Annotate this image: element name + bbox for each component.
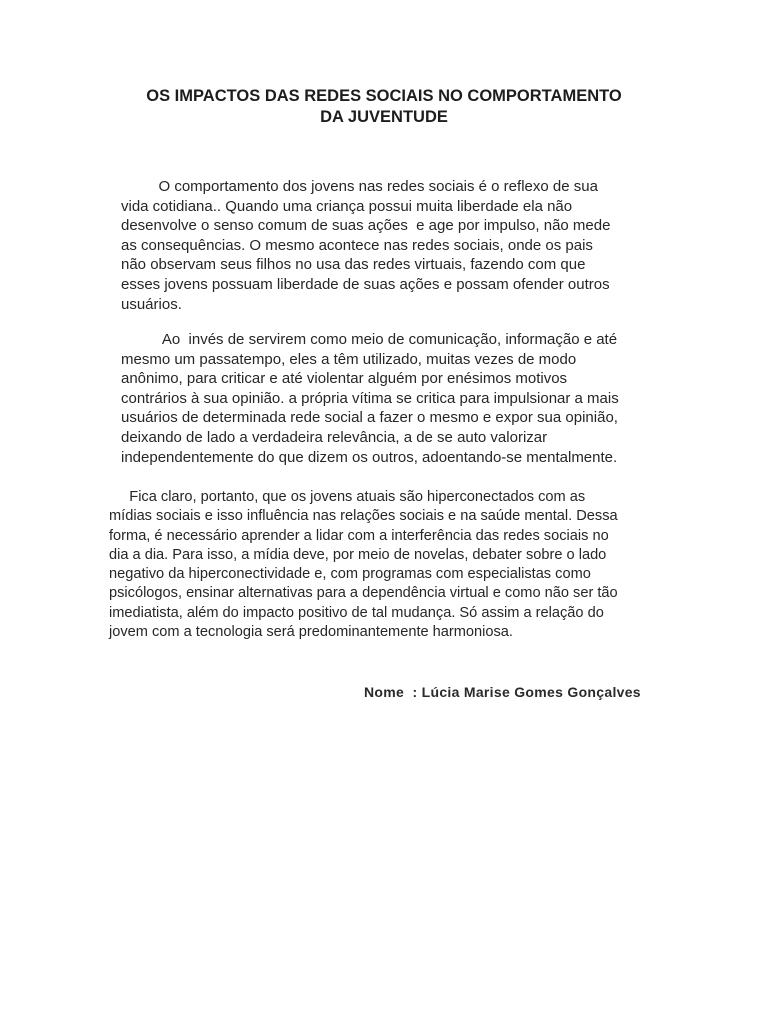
paragraph-3 [109,488,618,642]
author-signature: Nome : Lúcia Marise Gomes Gonçalves [364,684,641,700]
paragraph-2 [121,330,619,467]
paragraph-line: vida cotidiana.. Quando uma criança possui muita liberdade ela não [121,197,573,215]
paragraph-line: dia a dia. Para isso, a mídia deve, por meio de novelas, debater sobre o lado [109,546,607,563]
paragraph-line: mídias sociais e isso influência nas relações sociais e na saúde mental. Dessa [109,508,618,525]
paragraph-line: deixando de lado a verdadeira relevância, a de se auto valorizar [121,428,548,446]
paragraph-line: desenvolve o senso comum de suas ações e age por impulso, não mede [121,217,611,235]
paragraph-line: usuários de determinada rede social a fazer o mesmo e expor sua opinião, [121,409,618,427]
document-title [100,86,668,128]
paragraph-line: negativo da hiperconectividade e, com programas com especialistas como [109,566,591,583]
paragraph-line: as consequências. O mesmo acontece nas redes sociais, onde os pais [121,236,593,254]
paragraph-line: contrários à sua opinião. a própria vítima se critica para impulsionar a mais [121,389,619,407]
paragraph-line: jovem com a tecnologia será predominantemente harmoniosa. [109,624,513,641]
paragraph-line: O comportamento dos jovens nas redes sociais é o reflexo de sua [121,178,598,195]
paragraph-line: psicólogos, ensinar alternativas para a dependência virtual e como não ser tão [109,585,618,602]
paragraph-line: independentemente do que dizem os outros, adoentando-se mentalmente. [121,448,618,466]
paragraph-line: usuários. [121,295,182,313]
paragraph-line: mesmo um passatempo, eles a têm utilizado, muitas vezes de modo [121,350,577,368]
paragraph-line: anônimo, para criticar e até violentar alguém por enésimos motivos [121,370,568,388]
title-line-2: DA JUVENTUDE [320,108,448,126]
paragraph-line: esses jovens possuam liberdade de suas ações e possam ofender outros [121,275,610,293]
paragraph-line: forma, é necessário aprender a lidar com a interferência das redes sociais no [109,527,609,544]
paragraph-line: não observam seus filhos no usa das redes virtuais, fazendo com que [121,256,586,274]
paragraph-line: Fica claro, portanto, que os jovens atuais são hiperconectados com as [109,489,586,505]
title-line-1: OS IMPACTOS DAS REDES SOCIAIS NO COMPORTAMENTO [146,87,622,105]
paragraph-line: imediatista, além do impacto positivo de tal mudança. Só assim a relação do [109,604,604,621]
paragraph-line: Ao invés de servirem como meio de comunicação, informação e até [121,331,618,348]
paragraph-1 [121,177,610,314]
